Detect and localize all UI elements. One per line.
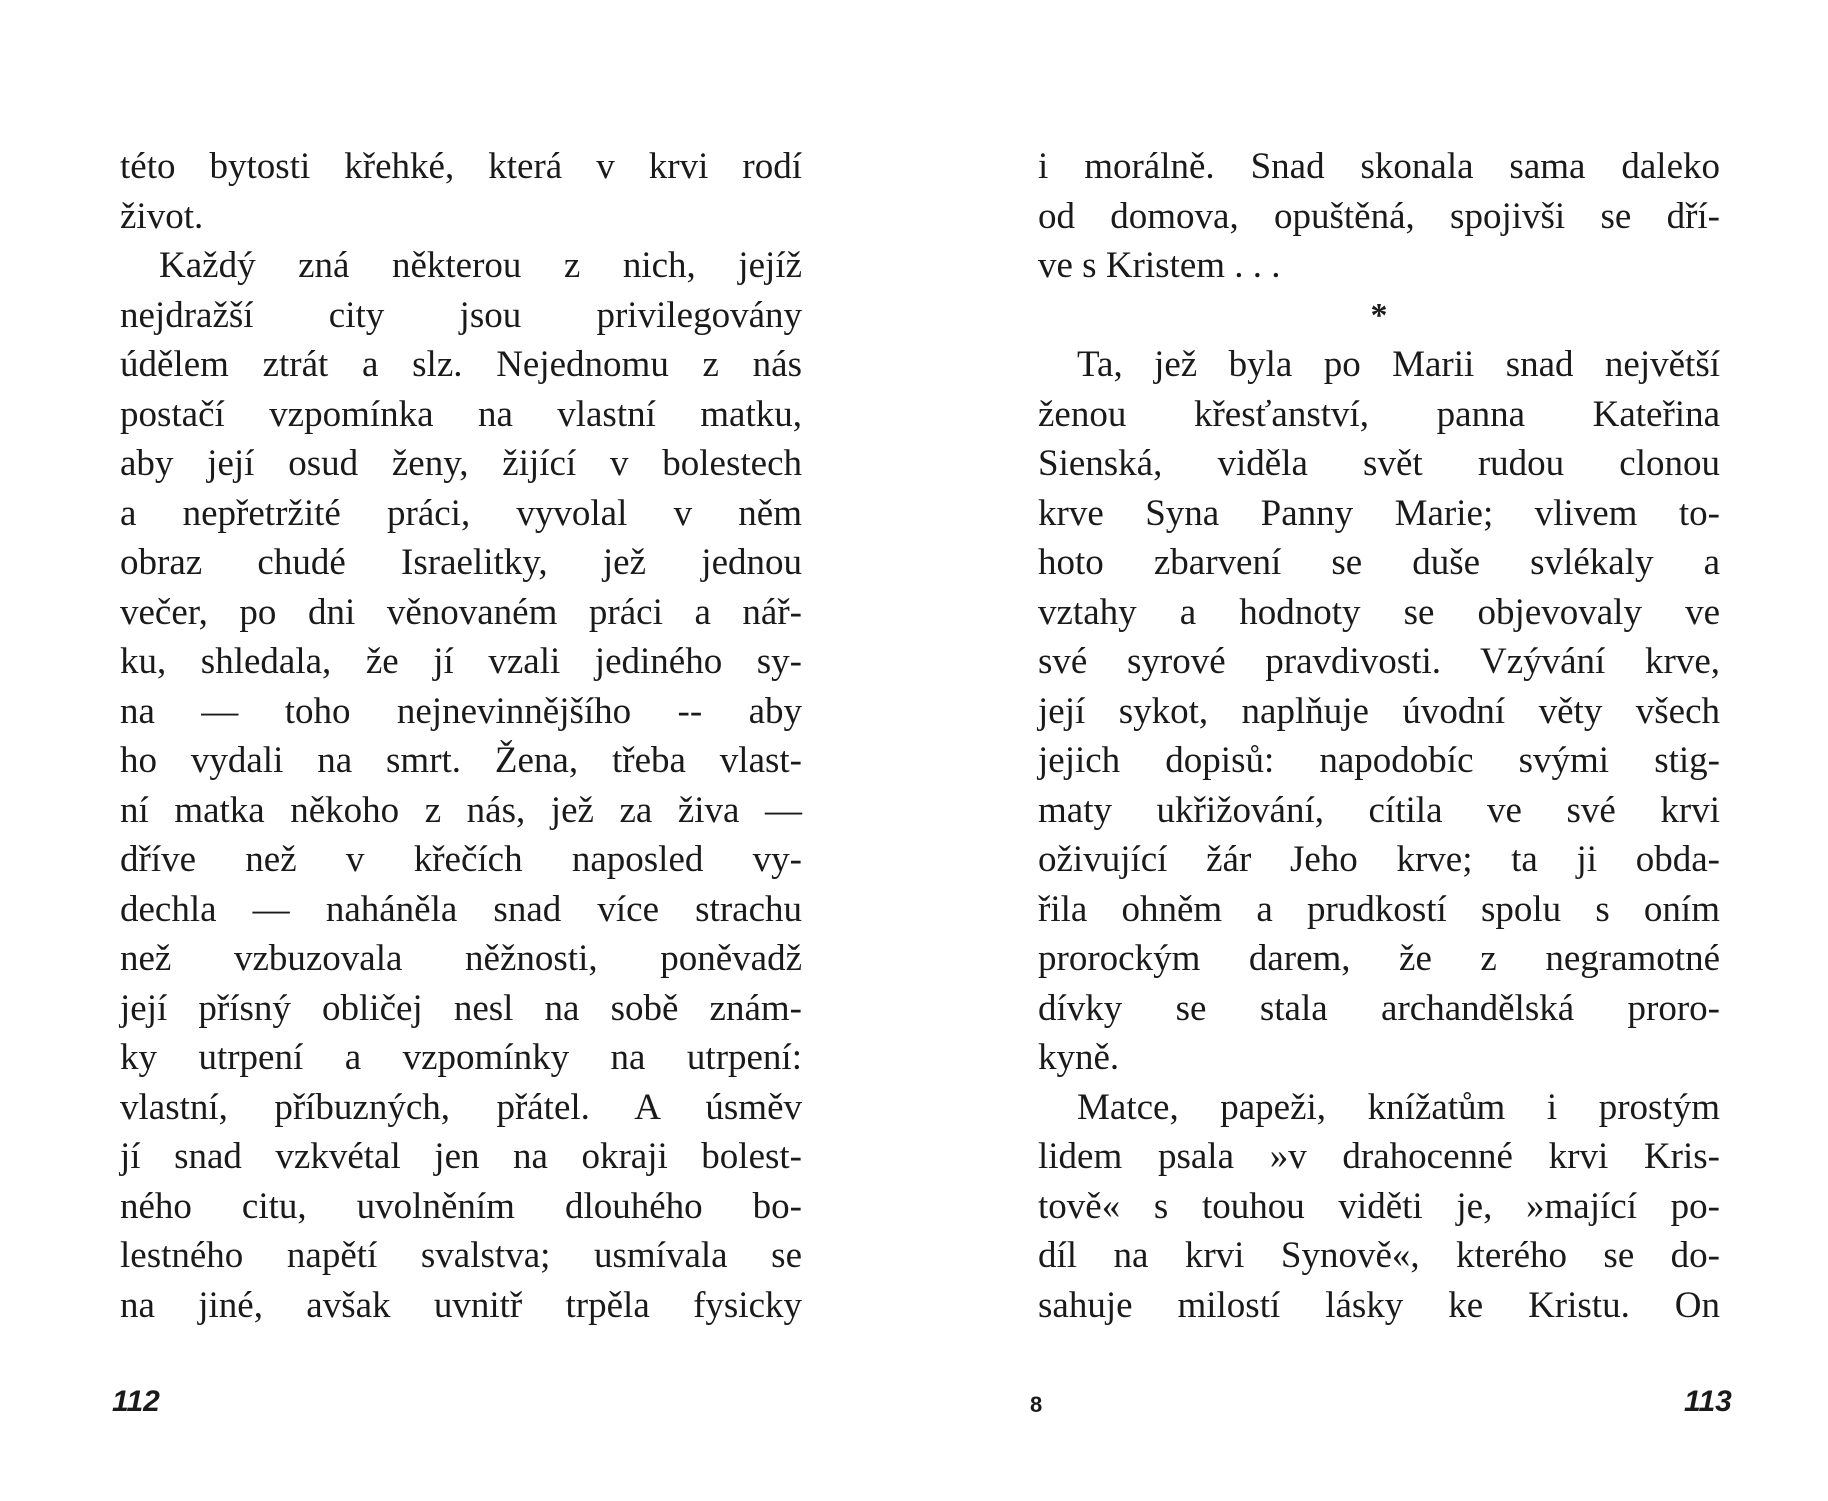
text-line: krve Syna Panny Marie; vlivem to-: [1038, 492, 1720, 534]
page-number-left: 112: [112, 1385, 160, 1418]
text-line: lidem psala »v drahocenné krvi Kris-: [1038, 1136, 1720, 1177]
text-line: prorockým darem, že z negramotné: [1038, 938, 1720, 979]
text-line: obraz chudé Israelitky, jež jednou: [120, 542, 802, 583]
text-line: na jiné, avšak uvnitř trpěla fysicky: [120, 1284, 802, 1326]
text-line: ho vydali na smrt. Žena, třeba vlast-: [120, 740, 802, 781]
text-line: dříve než v křečích naposled vy-: [120, 839, 802, 880]
text-line: údělem ztrát a slz. Nejednomu z nás: [120, 344, 802, 385]
text-line: než vzbuzovala něžnosti, poněvadž: [120, 938, 802, 979]
text-line: nejdražší city jsou privilegovány: [120, 294, 802, 336]
text-line: vztahy a hodnoty se objevovaly ve: [1038, 591, 1720, 633]
section-separator: *: [1370, 296, 1388, 334]
text-line: ky utrpení a vzpomínky na utrpení:: [120, 1037, 802, 1078]
text-line: své syrové pravdivosti. Vzývání krve,: [1038, 641, 1720, 682]
text-line: hoto zbarvení se duše svlékaly a: [1038, 542, 1720, 583]
text-line: aby její osud ženy, žijící v bolestech: [120, 443, 802, 484]
text-line: ve s Kristem . . .: [1038, 245, 1281, 286]
right-page: [914, 0, 1828, 1501]
text-line: oživující žár Jeho krve; ta ji obda-: [1038, 839, 1720, 880]
text-line: od domova, opuštěná, spojivši se dří-: [1038, 195, 1720, 237]
text-line: ženou křesťanství, panna Kateřina: [1038, 393, 1720, 435]
text-line: díl na krvi Synově«, kterého se do-: [1038, 1235, 1720, 1276]
text-line: život.: [120, 195, 204, 237]
page-number-right: 113: [1684, 1385, 1732, 1418]
text-line: sahuje milostí lásky ke Kristu. On: [1038, 1284, 1720, 1326]
text-line: její přísný obličej nesl na sobě znám-: [120, 987, 802, 1029]
signature-mark: 8: [1030, 1392, 1043, 1417]
right-page-text: [1038, 142, 1720, 1330]
text-line: jejich dopisů: napodobíc svými stig-: [1038, 740, 1720, 781]
text-line: Každý zná některou z nich, jejíž: [159, 245, 802, 286]
text-line: Matce, papeži, knížatům i prostým: [1077, 1086, 1720, 1128]
text-line: dechla — naháněla snad více strachu: [120, 888, 802, 930]
text-line: vlastní, příbuzných, přátel. A úsměv: [120, 1086, 802, 1128]
text-line: postačí vzpomínka na vlastní matku,: [120, 393, 802, 435]
text-line: ní matka někoho z nás, jež za živa —: [120, 789, 802, 831]
text-line: na — toho nejnevinnějšího -- aby: [120, 690, 802, 732]
text-line: lestného napětí svalstva; usmívala se: [120, 1235, 802, 1276]
text-line: i morálně. Snad skonala sama daleko: [1038, 146, 1720, 187]
text-line: maty ukřižování, cítila ve své krvi: [1038, 789, 1720, 831]
left-page-text: [120, 142, 802, 1330]
text-line: řila ohněm a prudkostí spolu s oním: [1038, 888, 1720, 930]
text-line: ného citu, uvolněním dlouhého bo-: [120, 1185, 802, 1227]
text-line: jí snad vzkvétal jen na okraji bolest-: [120, 1136, 802, 1177]
text-line: večer, po dni věnovaném práci a nář-: [120, 591, 802, 633]
text-line: dívky se stala archandělská proro-: [1038, 987, 1720, 1029]
text-line: a nepřetržité práci, vyvolal v něm: [120, 492, 802, 534]
text-line: Ta, jež byla po Marii snad největší: [1077, 344, 1720, 385]
text-line: její sykot, naplňuje úvodní věty všech: [1038, 690, 1720, 732]
text-line: tově« s touhou viděti je, »mající po-: [1038, 1185, 1720, 1227]
text-line: kyně.: [1038, 1037, 1120, 1078]
text-line: ku, shledala, že jí vzali jediného sy-: [120, 641, 802, 682]
text-line: této bytosti křehké, která v krvi rodí: [120, 146, 802, 187]
text-line: Sienská, viděla svět rudou clonou: [1038, 443, 1720, 484]
